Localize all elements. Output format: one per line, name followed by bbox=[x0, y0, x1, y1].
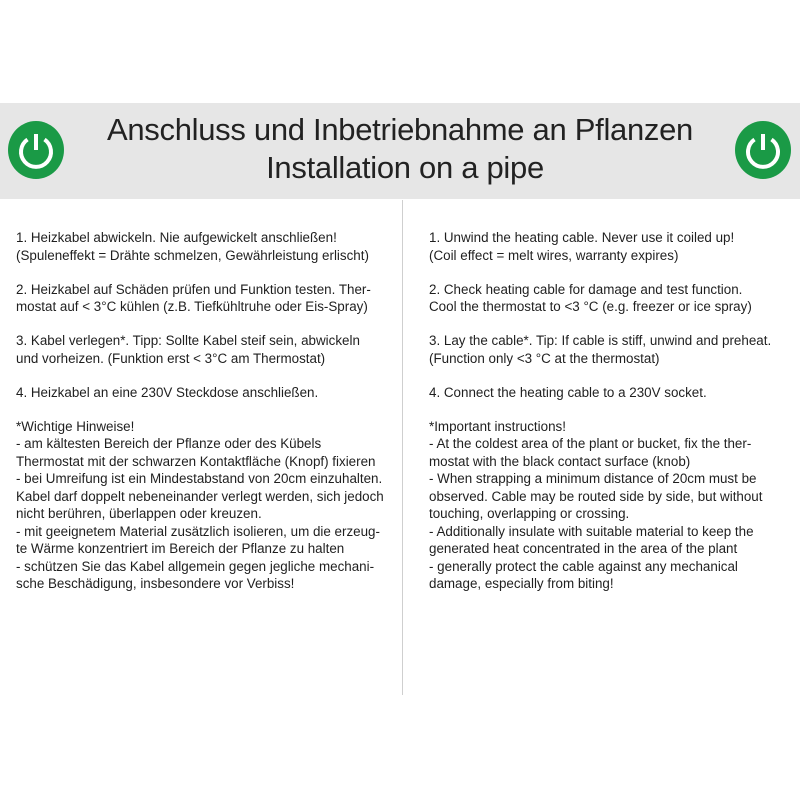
text-line: - schützen Sie das Kabel allgemein gegen jegliche mechani- bbox=[16, 558, 375, 574]
text-line: generated heat concentrated in the area of the plant bbox=[429, 541, 738, 556]
step-3 bbox=[429, 332, 771, 367]
step-2 bbox=[16, 281, 384, 316]
text-line: - am kältesten Bereich der Pflanze oder des Kübels bbox=[16, 436, 322, 451]
text-line: 1. Heizkabel abwickeln. Nie aufgewickelt anschließen! bbox=[16, 230, 337, 245]
text-line: Cool the thermostat to <3 °C (e.g. freezer or ice spray) bbox=[429, 299, 752, 314]
text-line: touching, overlapping or crossing. bbox=[429, 506, 630, 521]
text-line: (Coil effect = melt wires, warranty expires) bbox=[429, 247, 679, 263]
text-line: te Wärme konzentriert im Bereich der Pflanze zu halten bbox=[16, 541, 345, 556]
text-line: 2. Check heating cable for damage and test function. bbox=[429, 281, 743, 297]
step-1 bbox=[429, 229, 771, 264]
important-notes bbox=[429, 418, 771, 593]
text-line: - generally protect the cable against any mechanical bbox=[429, 558, 738, 574]
text-line: 3. Lay the cable*. Tip: If cable is stiff, unwind and preheat. bbox=[429, 333, 772, 348]
step-2 bbox=[429, 281, 771, 316]
text-line: Thermostat mit der schwarzen Kontaktfläche (Knopf) fixieren bbox=[16, 453, 376, 469]
text-line: (Spuleneffekt = Drähte schmelzen, Gewährleistung erlischt) bbox=[16, 247, 369, 263]
text-line: - bei Umreifung ist ein Mindestabstand von 20cm einzuhalten. bbox=[16, 471, 383, 486]
text-line: mostat with the black contact surface (knob) bbox=[429, 453, 691, 469]
text-line: nicht berühren, überlappen oder kreuzen. bbox=[16, 506, 262, 521]
text-line: - At the coldest area of the plant or bucket, fix the ther- bbox=[429, 436, 752, 451]
step-4 bbox=[429, 384, 771, 402]
text-line: - Additionally insulate with suitable material to keep the bbox=[429, 523, 754, 539]
important-notes bbox=[16, 418, 384, 593]
text-line: - mit geeignetem Material zusätzlich isolieren, um die erzeug- bbox=[16, 523, 380, 539]
title-english: Installation on a pipe bbox=[266, 150, 544, 185]
text-line: und vorheizen. (Funktion erst < 3°C am Thermostat) bbox=[16, 350, 326, 366]
title-german: Anschluss und Inbetriebnahme an Pflanzen bbox=[106, 112, 693, 147]
text-line: sche Beschädigung, insbesondere vor Verbiss! bbox=[16, 576, 295, 591]
notes-heading: *Important instructions! bbox=[429, 418, 566, 434]
step-3 bbox=[16, 332, 384, 367]
text-line: 2. Heizkabel auf Schäden prüfen und Funktion testen. Ther- bbox=[16, 281, 371, 297]
text-line: - When strapping a minimum distance of 20cm must be bbox=[429, 471, 757, 486]
german-instructions bbox=[16, 229, 384, 593]
text-line: mostat auf < 3°C kühlen (z.B. Tiefkühltruhe oder Eis-Spray) bbox=[16, 299, 368, 314]
text-line: 1. Unwind the heating cable. Never use it coiled up! bbox=[429, 230, 735, 245]
text-line: damage, especially from biting! bbox=[429, 576, 614, 591]
column-divider bbox=[402, 200, 403, 695]
english-instructions bbox=[429, 229, 771, 593]
text-line: observed. Cable may be routed side by side, but without bbox=[429, 488, 763, 504]
text-line: (Function only <3 °C at the thermostat) bbox=[429, 350, 660, 366]
text-line: 4. Connect the heating cable to a 230V socket. bbox=[429, 384, 707, 400]
step-4 bbox=[16, 384, 384, 402]
text-line: 4. Heizkabel an eine 230V Steckdose anschließen. bbox=[16, 384, 319, 400]
text-line: 3. Kabel verlegen*. Tipp: Sollte Kabel steif sein, abwickeln bbox=[16, 333, 360, 348]
step-1 bbox=[16, 229, 384, 264]
notes-heading: *Wichtige Hinweise! bbox=[16, 418, 135, 434]
text-line: Kabel darf doppelt nebeneinander verlegt werden, sich jedoch bbox=[16, 488, 384, 504]
